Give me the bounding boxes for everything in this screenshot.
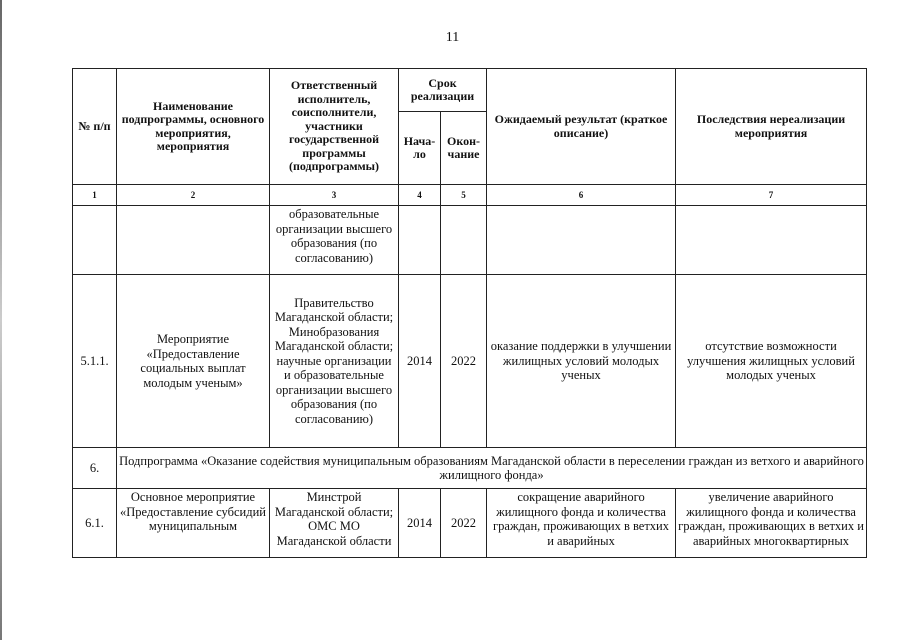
header-number: № п/п: [73, 69, 117, 185]
row-end: 2022: [441, 489, 487, 558]
column-number: 1: [73, 185, 117, 206]
row-number: 6.1.: [73, 489, 117, 558]
header-result: Ожидаемый результат (краткое описание): [487, 69, 676, 185]
header-name: Наименование подпрограммы, основного мероприятия, мероприятия: [117, 69, 270, 185]
column-number: 6: [487, 185, 676, 206]
row-number: 5.1.1.: [73, 275, 117, 448]
row-number: [73, 206, 117, 275]
header-start: Нача-ло: [399, 112, 441, 185]
row-name: Мероприятие «Предоставление социальных выплат молодым ученым»: [117, 275, 270, 448]
header-consequence: Последствия нереализации мероприятия: [676, 69, 867, 185]
row-end: [441, 206, 487, 275]
row-number: 6.: [73, 448, 117, 489]
column-number: 2: [117, 185, 270, 206]
row-consequence: отсутствие возможности улучшения жилищных условий молодых ученых: [676, 275, 867, 448]
column-number: 5: [441, 185, 487, 206]
page-number: 11: [445, 30, 460, 45]
row-start: 2014: [399, 489, 441, 558]
header-end: Окон-чание: [441, 112, 487, 185]
column-number: 7: [676, 185, 867, 206]
row-consequence: [676, 206, 867, 275]
column-number-row: [73, 185, 867, 206]
scan-edge: [0, 0, 2, 640]
column-number: 4: [399, 185, 441, 206]
subprogram-row: [73, 448, 867, 489]
row-consequence: увеличение аварийного жилищного фонда и количества граждан, проживающих в ветхих и аварийных многоквартирных: [676, 489, 867, 558]
row-start: [399, 206, 441, 275]
table-row: [73, 489, 867, 558]
header-executor: Ответственный исполнитель, соисполнители, участники государственной программы (подпрограммы): [270, 69, 399, 185]
row-result: [487, 206, 676, 275]
table-row: [73, 275, 867, 448]
row-result: оказание поддержки в улучшении жилищных условий молодых ученых: [487, 275, 676, 448]
row-name: Основное мероприятие «Предоставление субсидий муниципальным: [117, 489, 270, 558]
row-start: 2014: [399, 275, 441, 448]
header-term: Срок реализации: [399, 69, 487, 112]
row-executor: Правительство Магаданской области; Минобразования Магаданской области; научные организации и образовательные организации высшего образования (по согласованию): [270, 275, 399, 448]
table-row: [73, 206, 867, 275]
row-result: сокращение аварийного жилищного фонда и количества граждан, проживающих в ветхих и аварийных: [487, 489, 676, 558]
row-executor: Минстрой Магаданской области; ОМС МО Магаданской области: [270, 489, 399, 558]
column-number: 3: [270, 185, 399, 206]
header-row: [73, 69, 867, 112]
program-table: [72, 68, 867, 558]
subprogram-title: Подпрограмма «Оказание содействия муниципальным образованиям Магаданской области в переселении граждан из ветхого и аварийного жилищного фонда»: [117, 448, 867, 489]
row-executor: образовательные организации высшего образования (по согласованию): [270, 206, 399, 275]
row-name: [117, 206, 270, 275]
row-end: 2022: [441, 275, 487, 448]
